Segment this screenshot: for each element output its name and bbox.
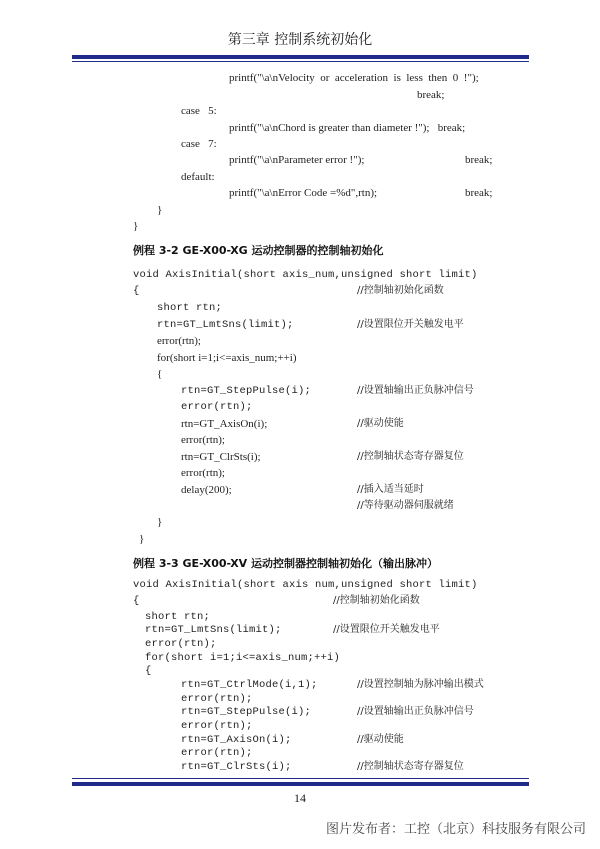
code-line: { xyxy=(133,285,140,297)
code-line: rtn=GT_AxisOn(i); xyxy=(181,418,268,430)
code-comment: //设置轴输出正负脉冲信号 xyxy=(357,706,474,717)
code-comment: //等待驱动器伺服就绪 xyxy=(357,500,454,511)
code-line: short rtn; xyxy=(145,611,211,623)
publisher-watermark: 图片发布者：工控（北京）科技服务有限公司 xyxy=(325,822,586,837)
code-line: rtn=GT_ClrSts(i); xyxy=(181,451,261,463)
chapter-title: 第三章 控制系统初始化 xyxy=(227,32,373,48)
code-comment: //设置控制轴为脉冲输出模式 xyxy=(357,679,484,690)
code-line: printf("\a\nChord is greater than diameter !"); break; xyxy=(229,122,466,134)
code-line: error(rtn); xyxy=(181,434,225,446)
code-line: delay(200); xyxy=(181,484,232,496)
code-comment: //设置轴输出正负脉冲信号 xyxy=(357,385,474,396)
code-comment: //控制轴初始化函数 xyxy=(333,595,420,606)
code-line: } xyxy=(139,533,145,545)
code-line: error(rtn); xyxy=(181,467,225,479)
code-comment: //驱动使能 xyxy=(357,418,404,429)
code-line: error(rtn); xyxy=(181,747,253,759)
code-line: error(rtn); xyxy=(157,335,201,347)
code-line: { xyxy=(145,665,152,677)
code-line: case 7: xyxy=(181,138,217,150)
code-line: void AxisInitial(short axis num,unsigned short limit) xyxy=(133,579,478,591)
code-line: printf("\a\nParameter error !"); xyxy=(229,154,365,166)
example-title: 例程 3-2 GE-X00-XG 运动控制器的控制轴初始化 xyxy=(133,244,384,257)
code-line: for(short i=1;i<=axis_num;++i) xyxy=(157,352,297,364)
code-line: case 5: xyxy=(181,105,217,117)
code-line: break; xyxy=(417,89,445,101)
code-line: rtn=GT_StepPulse(i); xyxy=(181,706,312,718)
code-comment: //插入适当延时 xyxy=(357,484,424,495)
code-line: } xyxy=(133,220,139,232)
code-line: void AxisInitial(short axis_num,unsigned short limit) xyxy=(133,269,478,281)
code-line: rtn=GT_CtrlMode(i,1); xyxy=(181,679,318,691)
example-title: 例程 3-3 GE-X00-XV 运动控制器控制轴初始化（输出脉冲） xyxy=(133,557,439,570)
code-line: default: xyxy=(181,171,215,183)
code-comment: //设置限位开关触发电平 xyxy=(357,319,464,330)
code-line: rtn=GT_AxisOn(i); xyxy=(181,734,292,746)
code-line: error(rtn); xyxy=(181,720,253,732)
footer-rule-thick xyxy=(72,782,529,786)
code-line: error(rtn); xyxy=(145,638,217,650)
code-line: rtn=GT_LmtSns(limit); xyxy=(145,624,282,636)
code-line: rtn=GT_LmtSns(limit); xyxy=(157,319,294,331)
code-line: break; xyxy=(465,187,493,199)
code-line: { xyxy=(133,595,140,607)
code-line: rtn=GT_ClrSts(i); xyxy=(181,761,292,773)
code-comment: //驱动使能 xyxy=(357,734,404,745)
code-comment: //控制轴初始化函数 xyxy=(357,285,444,296)
code-line: error(rtn); xyxy=(181,401,253,413)
footer-rule-thin xyxy=(72,778,529,779)
code-line: { xyxy=(157,368,163,380)
header-rule-thin xyxy=(72,61,529,62)
code-comment: //设置限位开关触发电平 xyxy=(333,624,440,635)
code-line: } xyxy=(157,516,163,528)
code-line: short rtn; xyxy=(157,302,223,314)
code-line: printf("\a\nVelocity or acceleration is less then 0 !"); xyxy=(229,72,479,84)
code-line: error(rtn); xyxy=(181,693,253,705)
code-line: } xyxy=(157,204,163,216)
page-number: 14 xyxy=(294,791,306,805)
code-comment: //控制轴状态寄存器复位 xyxy=(357,451,464,462)
code-comment: //控制轴状态寄存器复位 xyxy=(357,761,464,772)
header-rule-thick xyxy=(72,55,529,59)
code-line: printf("\a\nError Code =%d",rtn); xyxy=(229,187,378,199)
code-line: for(short i=1;i<=axis_num;++i) xyxy=(145,652,341,664)
code-line: rtn=GT_StepPulse(i); xyxy=(181,385,312,397)
code-line: break; xyxy=(465,154,493,166)
